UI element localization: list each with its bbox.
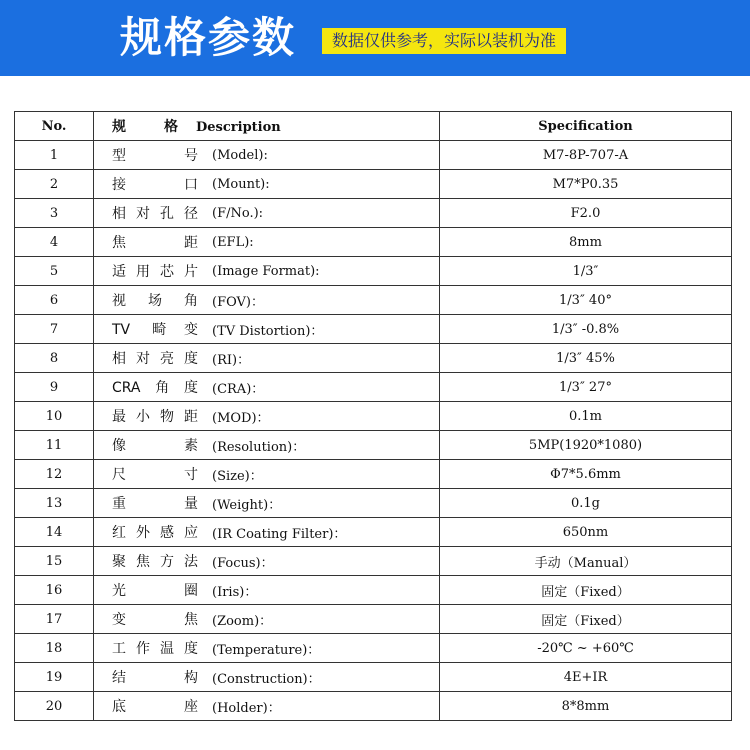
- row-spec: 1/3″ 27°: [440, 373, 732, 402]
- row-no: 20: [15, 692, 94, 721]
- row-name-zh: 像 素: [112, 438, 198, 454]
- row-no: 5: [15, 257, 94, 286]
- row-description: [94, 518, 440, 547]
- row-no: 18: [15, 634, 94, 663]
- row-name-zh: 适用芯片: [112, 264, 198, 280]
- row-no: 13: [15, 489, 94, 518]
- row-description: [94, 199, 440, 228]
- row-description: [94, 634, 440, 663]
- row-no: 10: [15, 402, 94, 431]
- row-description: [94, 286, 440, 315]
- row-name-en: (Image Format):: [212, 263, 320, 279]
- row-spec: 0.1g: [440, 489, 732, 518]
- row-no: 11: [15, 431, 94, 460]
- table-row: [15, 634, 732, 663]
- row-description: [94, 431, 440, 460]
- row-spec: 1/3″ -0.8%: [440, 315, 732, 344]
- page-title: 规格参数: [120, 13, 297, 62]
- row-name-zh: 光 圈: [112, 583, 198, 599]
- row-no: 19: [15, 663, 94, 692]
- row-spec: 固定（Fixed）: [440, 605, 732, 634]
- row-name-zh: 接 口: [112, 177, 198, 193]
- row-name-zh: 结 构: [112, 670, 198, 686]
- row-name-en: (F/No.):: [212, 205, 264, 221]
- row-no: 2: [15, 170, 94, 199]
- table-row: [15, 344, 732, 373]
- row-name-zh: 重 量: [112, 496, 198, 512]
- row-description: [94, 489, 440, 518]
- row-name-zh: 视场角: [112, 293, 198, 309]
- row-no: 17: [15, 605, 94, 634]
- row-name-en: (RI)：: [212, 352, 251, 368]
- row-description: [94, 344, 440, 373]
- row-name-en: (Zoom)：: [212, 613, 273, 629]
- row-name-en: (Focus)：: [212, 555, 274, 571]
- row-name-zh: 最小物距: [112, 409, 198, 425]
- row-no: 3: [15, 199, 94, 228]
- row-name-zh: 尺 寸: [112, 467, 198, 483]
- table-row: [15, 141, 732, 170]
- header-name-en: Description: [196, 120, 281, 135]
- table-header-row: [15, 112, 732, 141]
- row-spec: Φ7*5.6mm: [440, 460, 732, 489]
- table-row: [15, 402, 732, 431]
- row-description: [94, 663, 440, 692]
- row-name-zh: 变 焦: [112, 612, 198, 628]
- row-name-zh: 焦 距: [112, 235, 198, 251]
- table-row: [15, 431, 732, 460]
- row-name-zh: TV 畸变: [112, 322, 198, 338]
- row-spec: F2.0: [440, 199, 732, 228]
- row-name-en: (Mount):: [212, 176, 270, 192]
- row-name-zh: 工作温度: [112, 641, 198, 657]
- row-description: [94, 576, 440, 605]
- row-name-zh: 红外感应: [112, 525, 198, 541]
- row-no: 9: [15, 373, 94, 402]
- row-spec: 1/3″ 40°: [440, 286, 732, 315]
- row-description: [94, 692, 440, 721]
- row-spec: 8*8mm: [440, 692, 732, 721]
- table-row: [15, 315, 732, 344]
- disclaimer-badge: 数据仅供参考，实际以装机为准: [322, 28, 566, 54]
- row-spec: M7*P0.35: [440, 170, 732, 199]
- row-spec: 4E+IR: [440, 663, 732, 692]
- row-name-en: (IR Coating Filter)：: [212, 526, 347, 542]
- table-row: [15, 663, 732, 692]
- header-spec: Specification: [440, 112, 732, 141]
- row-name-zh: 底 座: [112, 699, 198, 715]
- header-no: No.: [15, 112, 94, 141]
- row-description: [94, 373, 440, 402]
- row-spec: 8mm: [440, 228, 732, 257]
- row-name-en: (Iris)：: [212, 584, 258, 600]
- row-description: [94, 402, 440, 431]
- table-row: [15, 605, 732, 634]
- table-row: [15, 257, 732, 286]
- row-description: [94, 170, 440, 199]
- row-name-en: (Model):: [212, 147, 268, 163]
- row-name-en: (Temperature)：: [212, 642, 321, 658]
- row-description: [94, 257, 440, 286]
- row-name-zh: 相对亮度: [112, 351, 198, 367]
- row-name-zh: 型 号: [112, 148, 198, 164]
- row-spec: 0.1m: [440, 402, 732, 431]
- row-name-en: (MOD)：: [212, 410, 270, 426]
- row-no: 7: [15, 315, 94, 344]
- row-description: [94, 228, 440, 257]
- row-description: [94, 605, 440, 634]
- row-spec: 5MP(1920*1080): [440, 431, 732, 460]
- row-no: 14: [15, 518, 94, 547]
- row-name-en: (TV Distortion)：: [212, 323, 324, 339]
- row-spec: -20℃ ~ +60℃: [440, 634, 732, 663]
- row-name-en: (Construction)：: [212, 671, 321, 687]
- table-row: [15, 373, 732, 402]
- table-row: [15, 547, 732, 576]
- row-name-en: (Holder)：: [212, 700, 281, 716]
- table-row: [15, 576, 732, 605]
- row-description: [94, 547, 440, 576]
- row-name-en: (Size)：: [212, 468, 263, 484]
- row-no: 6: [15, 286, 94, 315]
- header-banner: [0, 0, 750, 76]
- row-description: [94, 315, 440, 344]
- row-spec: 固定（Fixed）: [440, 576, 732, 605]
- table-row: [15, 228, 732, 257]
- row-spec: 1/3″: [440, 257, 732, 286]
- table-row: [15, 170, 732, 199]
- row-name-zh: 聚焦方法: [112, 554, 198, 570]
- row-no: 15: [15, 547, 94, 576]
- row-name-en: (FOV)：: [212, 294, 264, 310]
- row-name-zh: CRA角度: [112, 380, 198, 396]
- table-row: [15, 489, 732, 518]
- row-name-en: (CRA)：: [212, 381, 265, 397]
- header-name-zh: 规 格: [112, 119, 178, 135]
- table-row: [15, 518, 732, 547]
- row-spec: M7-8P-707-A: [440, 141, 732, 170]
- header-description: [94, 112, 440, 141]
- table-row: [15, 460, 732, 489]
- table-row: [15, 199, 732, 228]
- row-spec: 650nm: [440, 518, 732, 547]
- table-row: [15, 692, 732, 721]
- row-name-en: (Resolution)：: [212, 439, 306, 455]
- row-no: 8: [15, 344, 94, 373]
- row-no: 1: [15, 141, 94, 170]
- row-spec: 1/3″ 45%: [440, 344, 732, 373]
- spec-table: [14, 111, 732, 721]
- row-no: 4: [15, 228, 94, 257]
- row-description: [94, 141, 440, 170]
- row-name-en: (Weight)：: [212, 497, 282, 513]
- table-row: [15, 286, 732, 315]
- row-name-zh: 相对孔径: [112, 206, 198, 222]
- row-no: 16: [15, 576, 94, 605]
- row-spec: 手动（Manual）: [440, 547, 732, 576]
- row-no: 12: [15, 460, 94, 489]
- row-description: [94, 460, 440, 489]
- row-name-en: (EFL):: [212, 234, 254, 250]
